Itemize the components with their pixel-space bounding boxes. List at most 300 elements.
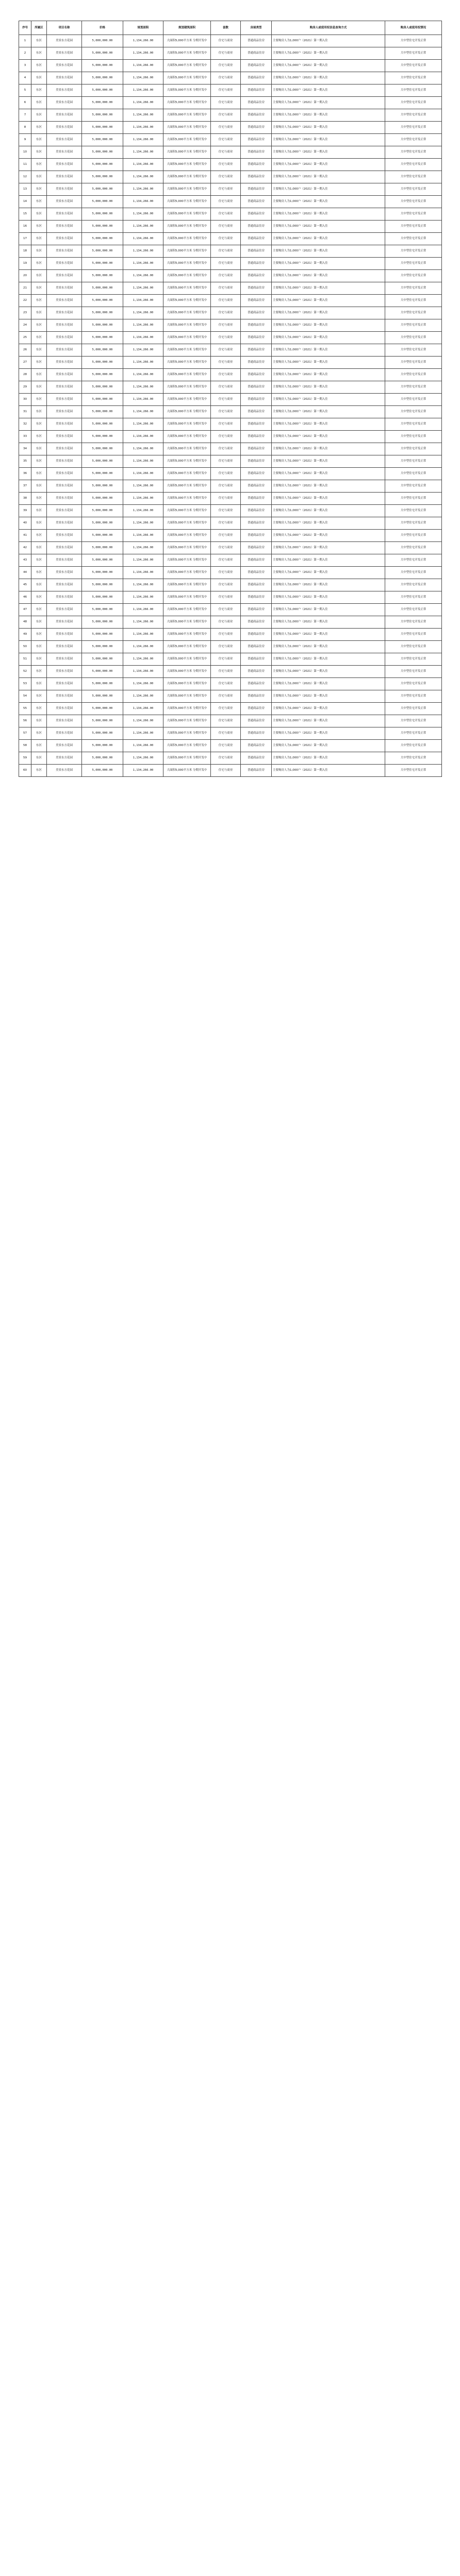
table-row bbox=[19, 740, 442, 752]
buyer-info-query-cell: 主要购房人为1,000户（2021）第一期入住 bbox=[272, 270, 385, 282]
building-area-cell: 大面积5,000平方米 分期开发中 bbox=[163, 591, 211, 604]
project-name-cell: 美景东方花园 bbox=[47, 159, 82, 171]
buyer-info-query-cell: 主要购房人为1,000户（2021）第一期入住 bbox=[272, 307, 385, 319]
price-cell: 5,000,000.00 bbox=[82, 406, 123, 418]
price-cell: 5,000,000.00 bbox=[82, 591, 123, 604]
buyer-info-query-cell: 主要购房人为1,000户（2021）第一期入住 bbox=[272, 455, 385, 468]
records-table bbox=[19, 21, 442, 777]
project-name-cell: 美景东方花园 bbox=[47, 60, 82, 72]
table-row bbox=[19, 715, 442, 727]
price-cell: 5,000,000.00 bbox=[82, 715, 123, 727]
housing-type-cell: 普通商品住房 bbox=[241, 233, 272, 245]
planned-area-cell: 1,134,266.00 bbox=[123, 369, 163, 381]
buyer-info-query-cell: 主要购房人为1,000户（2021）第一期入住 bbox=[272, 678, 385, 690]
buyer-info-query-cell: 主要购房人为1,000户（2021）第一期入住 bbox=[272, 72, 385, 84]
building-area-cell: 大面积5,000平方米 分期开发中 bbox=[163, 690, 211, 703]
buyer-info-query-cell: 主要购房人为1,000户（2021）第一期入住 bbox=[272, 122, 385, 134]
project-name-cell: 美景东方花园 bbox=[47, 666, 82, 678]
housing-type-cell: 普通商品住房 bbox=[241, 418, 272, 431]
price-cell: 5,000,000.00 bbox=[82, 357, 123, 369]
unit-count-cell: 住宅与商业 bbox=[211, 307, 241, 319]
project-name-cell: 美景东方花园 bbox=[47, 604, 82, 616]
planned-area-cell: 1,134,266.00 bbox=[123, 616, 163, 629]
table-row bbox=[19, 344, 442, 357]
unit-count-cell: 住宅与商业 bbox=[211, 666, 241, 678]
buyer-info-query-cell: 主要购房人为1,000户（2021）第一期入住 bbox=[272, 616, 385, 629]
row-number-cell: 31 bbox=[19, 406, 31, 418]
planned-area-cell: 1,134,266.00 bbox=[123, 604, 163, 616]
housing-type-cell: 普通商品住房 bbox=[241, 690, 272, 703]
row-number-cell: 52 bbox=[19, 666, 31, 678]
planned-area-cell: 1,134,266.00 bbox=[123, 517, 163, 530]
buyer-info-query-cell: 主要购房人为1,000户（2021）第一期入住 bbox=[272, 752, 385, 765]
district-cell: 东区 bbox=[31, 678, 47, 690]
buyer-info-query-cell: 主要购房人为1,000户（2021）第一期入住 bbox=[272, 35, 385, 47]
buyer-info-query-cell: 主要购房人为1,000户（2021）第一期入住 bbox=[272, 159, 385, 171]
price-cell: 5,000,000.00 bbox=[82, 146, 123, 159]
row-number-cell: 57 bbox=[19, 727, 31, 740]
buyer-info-query-cell: 主要购房人为1,000户（2021）第一期入住 bbox=[272, 690, 385, 703]
price-cell: 5,000,000.00 bbox=[82, 678, 123, 690]
project-name-cell: 美景东方花园 bbox=[47, 47, 82, 60]
housing-type-cell: 普通商品住房 bbox=[241, 678, 272, 690]
table-row bbox=[19, 505, 442, 517]
buyer-status-cell: 大中型住宅开发正常 bbox=[385, 97, 442, 109]
building-area-cell: 大面积5,000平方米 分期开发中 bbox=[163, 60, 211, 72]
district-cell: 东区 bbox=[31, 727, 47, 740]
project-name-cell: 美景东方花园 bbox=[47, 122, 82, 134]
district-cell: 东区 bbox=[31, 653, 47, 666]
housing-type-cell: 普通商品住房 bbox=[241, 666, 272, 678]
district-cell: 东区 bbox=[31, 493, 47, 505]
row-number-cell: 53 bbox=[19, 678, 31, 690]
building-area-cell: 大面积5,000平方米 分期开发中 bbox=[163, 270, 211, 282]
price-cell: 5,000,000.00 bbox=[82, 579, 123, 591]
building-area-cell: 大面积5,000平方米 分期开发中 bbox=[163, 109, 211, 122]
building-area-cell: 大面积5,000平方米 分期开发中 bbox=[163, 752, 211, 765]
unit-count-cell: 住宅与商业 bbox=[211, 196, 241, 208]
buyer-status-cell: 大中型住宅开发正常 bbox=[385, 727, 442, 740]
project-name-cell: 美景东方花园 bbox=[47, 394, 82, 406]
buyer-info-query-cell: 主要购房人为1,000户（2021）第一期入住 bbox=[272, 579, 385, 591]
planned-area-cell: 1,134,266.00 bbox=[123, 431, 163, 443]
table-row bbox=[19, 468, 442, 480]
project-name-cell: 美景东方花园 bbox=[47, 493, 82, 505]
buyer-info-query-cell: 主要购房人为1,000户（2021）第一期入住 bbox=[272, 357, 385, 369]
district-cell: 东区 bbox=[31, 567, 47, 579]
buyer-status-cell: 大中型住宅开发正常 bbox=[385, 381, 442, 394]
housing-type-cell: 普通商品住房 bbox=[241, 146, 272, 159]
project-name-cell: 美景东方花园 bbox=[47, 740, 82, 752]
planned-area-cell: 1,134,266.00 bbox=[123, 72, 163, 84]
planned-area-cell: 1,134,266.00 bbox=[123, 319, 163, 332]
building-area-cell: 大面积5,000平方米 分期开发中 bbox=[163, 295, 211, 307]
district-cell: 东区 bbox=[31, 84, 47, 97]
row-number-cell: 35 bbox=[19, 455, 31, 468]
table-row bbox=[19, 208, 442, 221]
building-area-cell: 大面积5,000平方米 分期开发中 bbox=[163, 84, 211, 97]
unit-count-cell: 住宅与商业 bbox=[211, 554, 241, 567]
price-cell: 5,000,000.00 bbox=[82, 752, 123, 765]
project-name-cell: 美景东方花园 bbox=[47, 307, 82, 319]
table-row bbox=[19, 752, 442, 765]
planned-area-cell: 1,134,266.00 bbox=[123, 591, 163, 604]
unit-count-cell: 住宅与商业 bbox=[211, 84, 241, 97]
table-row bbox=[19, 159, 442, 171]
table-body bbox=[19, 35, 442, 777]
housing-type-cell: 普通商品住房 bbox=[241, 740, 272, 752]
housing-type-cell: 普通商品住房 bbox=[241, 727, 272, 740]
unit-count-cell: 住宅与商业 bbox=[211, 567, 241, 579]
unit-count-cell: 住宅与商业 bbox=[211, 270, 241, 282]
project-name-cell: 美景东方花园 bbox=[47, 381, 82, 394]
district-cell: 东区 bbox=[31, 60, 47, 72]
district-cell: 东区 bbox=[31, 542, 47, 554]
buyer-info-query-cell: 主要购房人为1,000户（2021）第一期入住 bbox=[272, 554, 385, 567]
district-cell: 东区 bbox=[31, 47, 47, 60]
planned-area-cell: 1,134,266.00 bbox=[123, 530, 163, 542]
planned-area-cell: 1,134,266.00 bbox=[123, 258, 163, 270]
housing-type-cell: 普通商品住房 bbox=[241, 221, 272, 233]
buyer-status-cell: 大中型住宅开发正常 bbox=[385, 431, 442, 443]
district-cell: 东区 bbox=[31, 406, 47, 418]
unit-count-cell: 住宅与商业 bbox=[211, 431, 241, 443]
row-number-cell: 24 bbox=[19, 319, 31, 332]
buyer-status-cell: 大中型住宅开发正常 bbox=[385, 295, 442, 307]
district-cell: 东区 bbox=[31, 307, 47, 319]
planned-area-cell: 1,134,266.00 bbox=[123, 295, 163, 307]
buyer-info-query-cell: 主要购房人为1,000户（2021）第一期入住 bbox=[272, 394, 385, 406]
planned-area-cell: 1,134,266.00 bbox=[123, 60, 163, 72]
planned-area-cell: 1,134,266.00 bbox=[123, 703, 163, 715]
unit-count-cell: 住宅与商业 bbox=[211, 678, 241, 690]
district-cell: 东区 bbox=[31, 295, 47, 307]
building-area-cell: 大面积5,000平方米 分期开发中 bbox=[163, 97, 211, 109]
housing-type-cell: 普通商品住房 bbox=[241, 369, 272, 381]
table-header-row bbox=[19, 21, 442, 35]
unit-count-cell: 住宅与商业 bbox=[211, 455, 241, 468]
buyer-info-query-cell: 主要购房人为1,000户（2021）第一期入住 bbox=[272, 530, 385, 542]
unit-count-cell: 住宅与商业 bbox=[211, 183, 241, 196]
table-row bbox=[19, 282, 442, 295]
buyer-info-query-cell: 主要购房人为1,000户（2021）第一期入住 bbox=[272, 666, 385, 678]
row-number-cell: 7 bbox=[19, 109, 31, 122]
row-number-cell: 22 bbox=[19, 295, 31, 307]
buyer-info-query-cell: 主要购房人为1,000户（2021）第一期入住 bbox=[272, 629, 385, 641]
planned-area-cell: 1,134,266.00 bbox=[123, 357, 163, 369]
table-row bbox=[19, 394, 442, 406]
column-header: 套数 bbox=[211, 21, 241, 35]
district-cell: 东区 bbox=[31, 270, 47, 282]
building-area-cell: 大面积5,000平方米 分期开发中 bbox=[163, 443, 211, 455]
project-name-cell: 美景东方花园 bbox=[47, 245, 82, 258]
row-number-cell: 50 bbox=[19, 641, 31, 653]
building-area-cell: 大面积5,000平方米 分期开发中 bbox=[163, 208, 211, 221]
project-name-cell: 美景东方花园 bbox=[47, 629, 82, 641]
district-cell: 东区 bbox=[31, 171, 47, 183]
district-cell: 东区 bbox=[31, 431, 47, 443]
table-row bbox=[19, 406, 442, 418]
buyer-info-query-cell: 主要购房人为1,000户（2021）第一期入住 bbox=[272, 97, 385, 109]
table-row bbox=[19, 567, 442, 579]
table-row bbox=[19, 357, 442, 369]
row-number-cell: 47 bbox=[19, 604, 31, 616]
project-name-cell: 美景东方花园 bbox=[47, 765, 82, 777]
row-number-cell: 51 bbox=[19, 653, 31, 666]
building-area-cell: 大面积5,000平方米 分期开发中 bbox=[163, 431, 211, 443]
building-area-cell: 大面积5,000平方米 分期开发中 bbox=[163, 468, 211, 480]
building-area-cell: 大面积5,000平方米 分期开发中 bbox=[163, 703, 211, 715]
project-name-cell: 美景东方花园 bbox=[47, 703, 82, 715]
planned-area-cell: 1,134,266.00 bbox=[123, 183, 163, 196]
unit-count-cell: 住宅与商业 bbox=[211, 579, 241, 591]
district-cell: 东区 bbox=[31, 394, 47, 406]
price-cell: 5,000,000.00 bbox=[82, 690, 123, 703]
buyer-info-query-cell: 主要购房人为1,000户（2021）第一期入住 bbox=[272, 109, 385, 122]
district-cell: 东区 bbox=[31, 97, 47, 109]
district-cell: 东区 bbox=[31, 579, 47, 591]
row-number-cell: 10 bbox=[19, 146, 31, 159]
price-cell: 5,000,000.00 bbox=[82, 369, 123, 381]
building-area-cell: 大面积5,000平方米 分期开发中 bbox=[163, 381, 211, 394]
row-number-cell: 48 bbox=[19, 616, 31, 629]
unit-count-cell: 住宅与商业 bbox=[211, 171, 241, 183]
housing-type-cell: 普通商品住房 bbox=[241, 196, 272, 208]
buyer-info-query-cell: 主要购房人为1,000户（2021）第一期入住 bbox=[272, 542, 385, 554]
buyer-status-cell: 大中型住宅开发正常 bbox=[385, 35, 442, 47]
buyer-status-cell: 大中型住宅开发正常 bbox=[385, 530, 442, 542]
table-row bbox=[19, 319, 442, 332]
planned-area-cell: 1,134,266.00 bbox=[123, 221, 163, 233]
table-row bbox=[19, 233, 442, 245]
price-cell: 5,000,000.00 bbox=[82, 97, 123, 109]
buyer-info-query-cell: 主要购房人为1,000户（2021）第一期入住 bbox=[272, 480, 385, 493]
district-cell: 东区 bbox=[31, 418, 47, 431]
planned-area-cell: 1,134,266.00 bbox=[123, 443, 163, 455]
row-number-cell: 3 bbox=[19, 60, 31, 72]
buyer-info-query-cell: 主要购房人为1,000户（2021）第一期入住 bbox=[272, 84, 385, 97]
buyer-info-query-cell: 主要购房人为1,000户（2021）第一期入住 bbox=[272, 653, 385, 666]
housing-type-cell: 普通商品住房 bbox=[241, 567, 272, 579]
table-row bbox=[19, 629, 442, 641]
building-area-cell: 大面积5,000平方米 分期开发中 bbox=[163, 344, 211, 357]
row-number-cell: 4 bbox=[19, 72, 31, 84]
table-row bbox=[19, 258, 442, 270]
housing-type-cell: 普通商品住房 bbox=[241, 443, 272, 455]
district-cell: 东区 bbox=[31, 146, 47, 159]
row-number-cell: 27 bbox=[19, 357, 31, 369]
planned-area-cell: 1,134,266.00 bbox=[123, 196, 163, 208]
project-name-cell: 美景东方花园 bbox=[47, 591, 82, 604]
planned-area-cell: 1,134,266.00 bbox=[123, 493, 163, 505]
housing-type-cell: 普通商品住房 bbox=[241, 159, 272, 171]
unit-count-cell: 住宅与商业 bbox=[211, 295, 241, 307]
unit-count-cell: 住宅与商业 bbox=[211, 715, 241, 727]
price-cell: 5,000,000.00 bbox=[82, 455, 123, 468]
project-name-cell: 美景东方花园 bbox=[47, 183, 82, 196]
table-row bbox=[19, 765, 442, 777]
district-cell: 东区 bbox=[31, 319, 47, 332]
building-area-cell: 大面积5,000平方米 分期开发中 bbox=[163, 530, 211, 542]
planned-area-cell: 1,134,266.00 bbox=[123, 84, 163, 97]
buyer-status-cell: 大中型住宅开发正常 bbox=[385, 591, 442, 604]
buyer-info-query-cell: 主要购房人为1,000户（2021）第一期入住 bbox=[272, 146, 385, 159]
buyer-info-query-cell: 主要购房人为1,000户（2021）第一期入住 bbox=[272, 406, 385, 418]
column-header: 价格 bbox=[82, 21, 123, 35]
table-row bbox=[19, 196, 442, 208]
district-cell: 东区 bbox=[31, 344, 47, 357]
building-area-cell: 大面积5,000平方米 分期开发中 bbox=[163, 332, 211, 344]
unit-count-cell: 住宅与商业 bbox=[211, 629, 241, 641]
district-cell: 东区 bbox=[31, 332, 47, 344]
unit-count-cell: 住宅与商业 bbox=[211, 109, 241, 122]
row-number-cell: 11 bbox=[19, 159, 31, 171]
row-number-cell: 20 bbox=[19, 270, 31, 282]
building-area-cell: 大面积5,000平方米 分期开发中 bbox=[163, 715, 211, 727]
buyer-status-cell: 大中型住宅开发正常 bbox=[385, 270, 442, 282]
housing-type-cell: 普通商品住房 bbox=[241, 122, 272, 134]
buyer-status-cell: 大中型住宅开发正常 bbox=[385, 653, 442, 666]
planned-area-cell: 1,134,266.00 bbox=[123, 480, 163, 493]
buyer-status-cell: 大中型住宅开发正常 bbox=[385, 122, 442, 134]
price-cell: 5,000,000.00 bbox=[82, 666, 123, 678]
unit-count-cell: 住宅与商业 bbox=[211, 35, 241, 47]
housing-type-cell: 普通商品住房 bbox=[241, 505, 272, 517]
row-number-cell: 54 bbox=[19, 690, 31, 703]
buyer-status-cell: 大中型住宅开发正常 bbox=[385, 493, 442, 505]
unit-count-cell: 住宅与商业 bbox=[211, 530, 241, 542]
buyer-info-query-cell: 主要购房人为1,000户（2021）第一期入住 bbox=[272, 233, 385, 245]
buyer-status-cell: 大中型住宅开发正常 bbox=[385, 109, 442, 122]
planned-area-cell: 1,134,266.00 bbox=[123, 505, 163, 517]
buyer-info-query-cell: 主要购房人为1,000户（2021）第一期入住 bbox=[272, 567, 385, 579]
buyer-status-cell: 大中型住宅开发正常 bbox=[385, 196, 442, 208]
buyer-info-query-cell: 主要购房人为1,000户（2021）第一期入住 bbox=[272, 47, 385, 60]
unit-count-cell: 住宅与商业 bbox=[211, 369, 241, 381]
buyer-status-cell: 大中型住宅开发正常 bbox=[385, 233, 442, 245]
buyer-info-query-cell: 主要购房人为1,000户（2021）第一期入住 bbox=[272, 258, 385, 270]
table-row bbox=[19, 554, 442, 567]
buyer-status-cell: 大中型住宅开发正常 bbox=[385, 480, 442, 493]
buyer-status-cell: 大中型住宅开发正常 bbox=[385, 703, 442, 715]
project-name-cell: 美景东方花园 bbox=[47, 554, 82, 567]
building-area-cell: 大面积5,000平方米 分期开发中 bbox=[163, 171, 211, 183]
district-cell: 东区 bbox=[31, 468, 47, 480]
housing-type-cell: 普通商品住房 bbox=[241, 97, 272, 109]
building-area-cell: 大面积5,000平方米 分期开发中 bbox=[163, 653, 211, 666]
building-area-cell: 大面积5,000平方米 分期开发中 bbox=[163, 183, 211, 196]
buyer-info-query-cell: 主要购房人为1,000户（2021）第一期入住 bbox=[272, 740, 385, 752]
building-area-cell: 大面积5,000平方米 分期开发中 bbox=[163, 146, 211, 159]
building-area-cell: 大面积5,000平方米 分期开发中 bbox=[163, 616, 211, 629]
buyer-status-cell: 大中型住宅开发正常 bbox=[385, 641, 442, 653]
buyer-status-cell: 大中型住宅开发正常 bbox=[385, 443, 442, 455]
unit-count-cell: 住宅与商业 bbox=[211, 641, 241, 653]
price-cell: 5,000,000.00 bbox=[82, 109, 123, 122]
district-cell: 东区 bbox=[31, 109, 47, 122]
buyer-status-cell: 大中型住宅开发正常 bbox=[385, 282, 442, 295]
buyer-status-cell: 大中型住宅开发正常 bbox=[385, 406, 442, 418]
planned-area-cell: 1,134,266.00 bbox=[123, 394, 163, 406]
unit-count-cell: 住宅与商业 bbox=[211, 591, 241, 604]
buyer-status-cell: 大中型住宅开发正常 bbox=[385, 307, 442, 319]
buyer-status-cell: 大中型住宅开发正常 bbox=[385, 332, 442, 344]
building-area-cell: 大面积5,000平方米 分期开发中 bbox=[163, 418, 211, 431]
price-cell: 5,000,000.00 bbox=[82, 616, 123, 629]
building-area-cell: 大面积5,000平方米 分期开发中 bbox=[163, 604, 211, 616]
buyer-status-cell: 大中型住宅开发正常 bbox=[385, 690, 442, 703]
building-area-cell: 大面积5,000平方米 分期开发中 bbox=[163, 765, 211, 777]
unit-count-cell: 住宅与商业 bbox=[211, 740, 241, 752]
housing-type-cell: 普通商品住房 bbox=[241, 530, 272, 542]
district-cell: 东区 bbox=[31, 715, 47, 727]
housing-type-cell: 普通商品住房 bbox=[241, 455, 272, 468]
housing-type-cell: 普通商品住房 bbox=[241, 752, 272, 765]
unit-count-cell: 住宅与商业 bbox=[211, 159, 241, 171]
project-name-cell: 美景东方花园 bbox=[47, 455, 82, 468]
district-cell: 东区 bbox=[31, 245, 47, 258]
row-number-cell: 55 bbox=[19, 703, 31, 715]
project-name-cell: 美景东方花园 bbox=[47, 171, 82, 183]
unit-count-cell: 住宅与商业 bbox=[211, 690, 241, 703]
buyer-status-cell: 大中型住宅开发正常 bbox=[385, 542, 442, 554]
row-number-cell: 13 bbox=[19, 183, 31, 196]
planned-area-cell: 1,134,266.00 bbox=[123, 159, 163, 171]
project-name-cell: 美景东方花园 bbox=[47, 715, 82, 727]
price-cell: 5,000,000.00 bbox=[82, 171, 123, 183]
housing-type-cell: 普通商品住房 bbox=[241, 134, 272, 146]
planned-area-cell: 1,134,266.00 bbox=[123, 418, 163, 431]
price-cell: 5,000,000.00 bbox=[82, 47, 123, 60]
table-row bbox=[19, 604, 442, 616]
district-cell: 东区 bbox=[31, 122, 47, 134]
district-cell: 东区 bbox=[31, 752, 47, 765]
table-row bbox=[19, 616, 442, 629]
housing-type-cell: 普通商品住房 bbox=[241, 517, 272, 530]
project-name-cell: 美景东方花园 bbox=[47, 468, 82, 480]
planned-area-cell: 1,134,266.00 bbox=[123, 715, 163, 727]
building-area-cell: 大面积5,000平方米 分期开发中 bbox=[163, 629, 211, 641]
buyer-info-query-cell: 主要购房人为1,000户（2021）第一期入住 bbox=[272, 468, 385, 480]
project-name-cell: 美景东方花园 bbox=[47, 567, 82, 579]
row-number-cell: 39 bbox=[19, 505, 31, 517]
planned-area-cell: 1,134,266.00 bbox=[123, 146, 163, 159]
buyer-status-cell: 大中型住宅开发正常 bbox=[385, 468, 442, 480]
table-row bbox=[19, 171, 442, 183]
buyer-status-cell: 大中型住宅开发正常 bbox=[385, 72, 442, 84]
unit-count-cell: 住宅与商业 bbox=[211, 542, 241, 554]
buyer-info-query-cell: 主要购房人为1,000户（2021）第一期入住 bbox=[272, 604, 385, 616]
building-area-cell: 大面积5,000平方米 分期开发中 bbox=[163, 134, 211, 146]
housing-type-cell: 普通商品住房 bbox=[241, 60, 272, 72]
price-cell: 5,000,000.00 bbox=[82, 295, 123, 307]
buyer-status-cell: 大中型住宅开发正常 bbox=[385, 183, 442, 196]
unit-count-cell: 住宅与商业 bbox=[211, 406, 241, 418]
project-name-cell: 美景东方花园 bbox=[47, 97, 82, 109]
project-name-cell: 美景东方花园 bbox=[47, 332, 82, 344]
unit-count-cell: 住宅与商业 bbox=[211, 616, 241, 629]
building-area-cell: 大面积5,000平方米 分期开发中 bbox=[163, 282, 211, 295]
planned-area-cell: 1,134,266.00 bbox=[123, 282, 163, 295]
district-cell: 东区 bbox=[31, 641, 47, 653]
buyer-status-cell: 大中型住宅开发正常 bbox=[385, 765, 442, 777]
housing-type-cell: 普通商品住房 bbox=[241, 208, 272, 221]
buyer-status-cell: 大中型住宅开发正常 bbox=[385, 319, 442, 332]
buyer-status-cell: 大中型住宅开发正常 bbox=[385, 604, 442, 616]
unit-count-cell: 住宅与商业 bbox=[211, 468, 241, 480]
row-number-cell: 45 bbox=[19, 579, 31, 591]
table-row bbox=[19, 369, 442, 381]
